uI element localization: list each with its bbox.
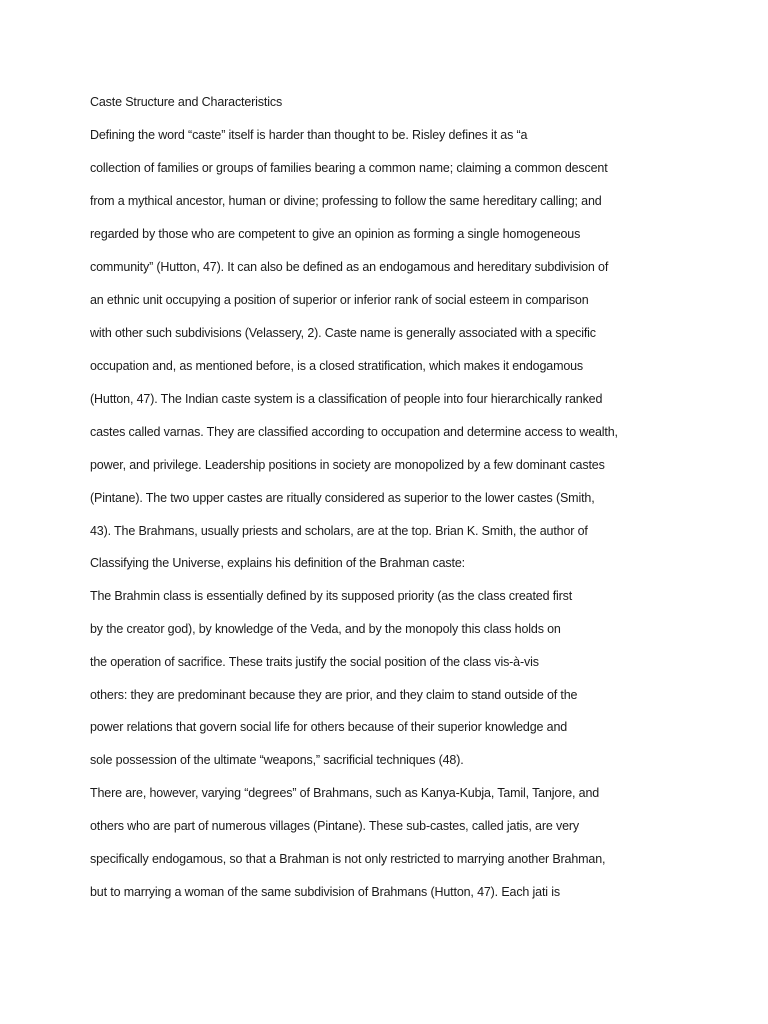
quote-line: the operation of sacrifice. These traits justify the social position of the class vis-à-vis xyxy=(90,655,539,669)
text-line: There are, however, varying “degrees” of Brahmans, such as Kanya-Kubja, Tamil, Tanjore, and xyxy=(90,786,600,800)
text-line: an ethnic unit occupying a position of superior or inferior rank of social esteem in comparison xyxy=(90,293,589,307)
text-line: regarded by those who are competent to give an opinion as forming a single homogeneous xyxy=(90,227,581,241)
text-line: community” (Hutton, 47). It can also be defined as an endogamous and hereditary subdivision of xyxy=(90,260,609,274)
text-line: but to marrying a woman of the same subdivision of Brahmans (Hutton, 47). Each jati is xyxy=(90,885,560,899)
text-line: Classifying the Universe, explains his definition of the Brahman caste: xyxy=(90,556,465,570)
text-line: Defining the word “caste” itself is harder than thought to be. Risley defines it as “a xyxy=(90,128,528,142)
text-line: collection of families or groups of families bearing a common name; claiming a common descent xyxy=(90,161,608,175)
text-line: with other such subdivisions (Velassery, 2). Caste name is generally associated with a specific xyxy=(90,326,596,340)
text-line: others who are part of numerous villages (Pintane). These sub-castes, called jatis, are very xyxy=(90,819,579,833)
quote-line: sole possession of the ultimate “weapons,” sacrificial techniques (48). xyxy=(90,753,464,767)
quote-line: by the creator god), by knowledge of the Veda, and by the monopoly this class holds on xyxy=(90,622,561,636)
document-title: Caste Structure and Characteristics xyxy=(90,95,283,109)
text-line: specifically endogamous, so that a Brahman is not only restricted to marrying another Brahman, xyxy=(90,852,606,866)
text-line: (Hutton, 47). The Indian caste system is a classification of people into four hierarchically ranked xyxy=(90,392,603,406)
text-line: castes called varnas. They are classified according to occupation and determine access to wealth, xyxy=(90,425,618,439)
text-line: power, and privilege. Leadership positions in society are monopolized by a few dominant castes xyxy=(90,458,605,472)
quote-line: power relations that govern social life for others because of their superior knowledge and xyxy=(90,720,568,734)
text-line: (Pintane). The two upper castes are ritually considered as superior to the lower castes (Smith, xyxy=(90,491,595,505)
text-line: from a mythical ancestor, human or divine; professing to follow the same hereditary calling; and xyxy=(90,194,602,208)
quote-line: The Brahmin class is essentially defined by its supposed priority (as the class created first xyxy=(90,589,573,603)
text-line: 43). The Brahmans, usually priests and scholars, are at the top. Brian K. Smith, the author of xyxy=(90,524,588,538)
quote-line: others: they are predominant because they are prior, and they claim to stand outside of the xyxy=(90,688,578,702)
text-line: occupation and, as mentioned before, is a closed stratification, which makes it endogamous xyxy=(90,359,584,373)
